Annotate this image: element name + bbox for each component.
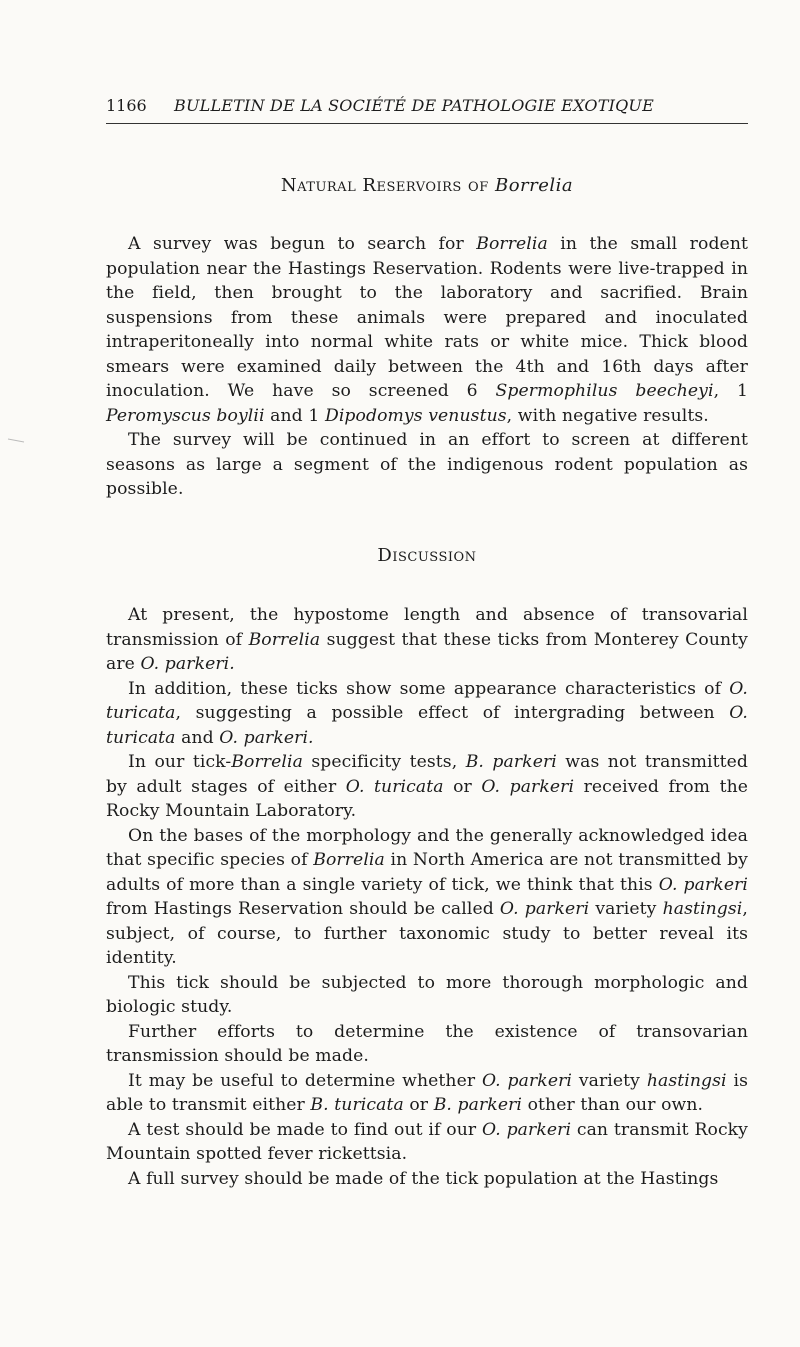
paragraph: [106, 232, 748, 428]
italic-term: Borrelia: [313, 850, 385, 870]
paragraph: [106, 677, 748, 751]
text-run: received from the Rocky Mountain Laboratory.: [106, 776, 749, 821]
page-number: 1166: [106, 96, 147, 115]
text-run: variety: [572, 1070, 647, 1091]
text-run: in North America are not transmitted by adults of more than a single variety of tick, we think that this: [106, 850, 748, 895]
paragraph: [106, 1118, 748, 1167]
text-run: It may be useful to determine whether: [128, 1070, 482, 1091]
italic-term: O. parkeri: [482, 1119, 572, 1140]
paragraph: [106, 603, 748, 677]
text-run: specificity tests,: [302, 752, 466, 772]
text-run: other than our own.: [522, 1095, 704, 1115]
text-run: , with negative results.: [506, 405, 709, 426]
italic-term: O. turicata: [106, 678, 748, 723]
paragraph: [106, 1167, 748, 1192]
italic-term: O. parkeri: [481, 1070, 573, 1091]
text-run: is able to transmit either: [106, 1070, 748, 1115]
text-run: variety: [589, 899, 663, 919]
text-run: Further efforts to determine the existence of transovarian transmission should be made.: [106, 1021, 748, 1066]
text-run: On the bases of the morphology and the generally acknowledged idea that specific species of: [106, 825, 748, 870]
text-run: or: [443, 776, 482, 797]
italic-term: O. turicata: [345, 776, 444, 797]
text-run: In our tick-: [128, 752, 232, 772]
text-run: and: [175, 727, 220, 748]
text-run: from Hastings Reservation should be called: [106, 899, 500, 919]
journal-title: BULLETIN DE LA SOCIÉTÉ DE PATHOLOGIE EXOTIQUE: [174, 96, 654, 115]
section-heading-text: Discussion: [377, 545, 477, 566]
paragraph: [106, 750, 748, 824]
text-run: This tick should be subjected to more thorough morphologic and biologic study.: [106, 972, 748, 1017]
text-run: A test should be made to find out if our: [128, 1119, 483, 1140]
italic-term: Spermophilus beecheyi: [495, 381, 714, 401]
italic-term: Borrelia: [248, 629, 321, 650]
italic-term: hastingsi: [646, 1070, 727, 1091]
text-run: The survey will be continued in an effort to screen at different seasons as large a segment of the indigenous rodent population as possible.: [106, 430, 748, 499]
section-heading-text: Natural Reservoirs of: [280, 175, 489, 196]
italic-term: B. turicata: [310, 1095, 404, 1115]
section-heading-natural-reservoirs: [106, 174, 748, 198]
italic-term: hastingsi: [662, 899, 743, 919]
margin-pencil-mark: [6, 436, 26, 446]
section-body-natural-reservoirs: [106, 232, 748, 502]
text-run: in the small rodent population near the Hastings Reservation. Rodents were live-trapped in the field, then brought to the laboratory and sacrified. Brain suspensions from these animals were prepared and inoculated intraperitoneally into normal white rats or white mice. Thick blood smears were examined daily between the 4th and 16th days after inoculation. We have so screened 6: [106, 234, 748, 401]
italic-term: O. turicata: [106, 703, 748, 748]
paragraph: [106, 428, 748, 502]
italic-term: Dipodomys venustus: [324, 405, 507, 426]
paragraph: [106, 971, 748, 1020]
text-run: suggest that these ticks from Monterey County are: [106, 629, 748, 674]
italic-term: Borrelia: [476, 234, 548, 254]
text-run: , 1: [713, 381, 749, 401]
paragraph: [106, 1069, 748, 1118]
text-run: was not transmitted by adult stages of either: [106, 752, 748, 797]
section-body-discussion: [106, 603, 748, 1191]
paragraph: [106, 1020, 748, 1069]
text-run: In addition, these ticks show some appearance characteristics of: [128, 678, 730, 699]
italic-term: O. parkeri.: [219, 727, 314, 748]
text-run: A survey was begun to search for: [128, 234, 477, 254]
text-run: can transmit Rocky Mountain spotted fever rickettsia.: [106, 1119, 748, 1164]
section-heading-discussion: [106, 544, 748, 568]
running-head: [106, 95, 748, 117]
italic-term: Borrelia: [231, 752, 303, 772]
italic-term: O. parkeri: [658, 874, 749, 895]
italic-term: O. parkeri: [499, 899, 590, 919]
italic-term: O. parkeri.: [140, 654, 235, 674]
text-run: , suggesting a possible effect of intergrading between: [175, 703, 730, 723]
section-heading-genus: Borrelia: [494, 175, 574, 196]
text-run: A full survey should be made of the tick population at the Hastings: [128, 1168, 719, 1189]
italic-term: O. parkeri: [481, 776, 575, 797]
text-run: and 1: [264, 405, 325, 426]
italic-term: Peromyscus boylii: [106, 405, 265, 426]
italic-term: B. parkeri: [465, 752, 557, 772]
header-rule: [106, 123, 748, 124]
text-run: , subject, of course, to further taxonomic study to better reveal its identity.: [106, 899, 748, 968]
text-run: At present, the hypostome length and absence of transovarial transmission of: [106, 605, 748, 650]
paragraph: [106, 824, 748, 971]
italic-term: B. parkeri: [433, 1095, 523, 1115]
text-run: or: [403, 1095, 434, 1115]
